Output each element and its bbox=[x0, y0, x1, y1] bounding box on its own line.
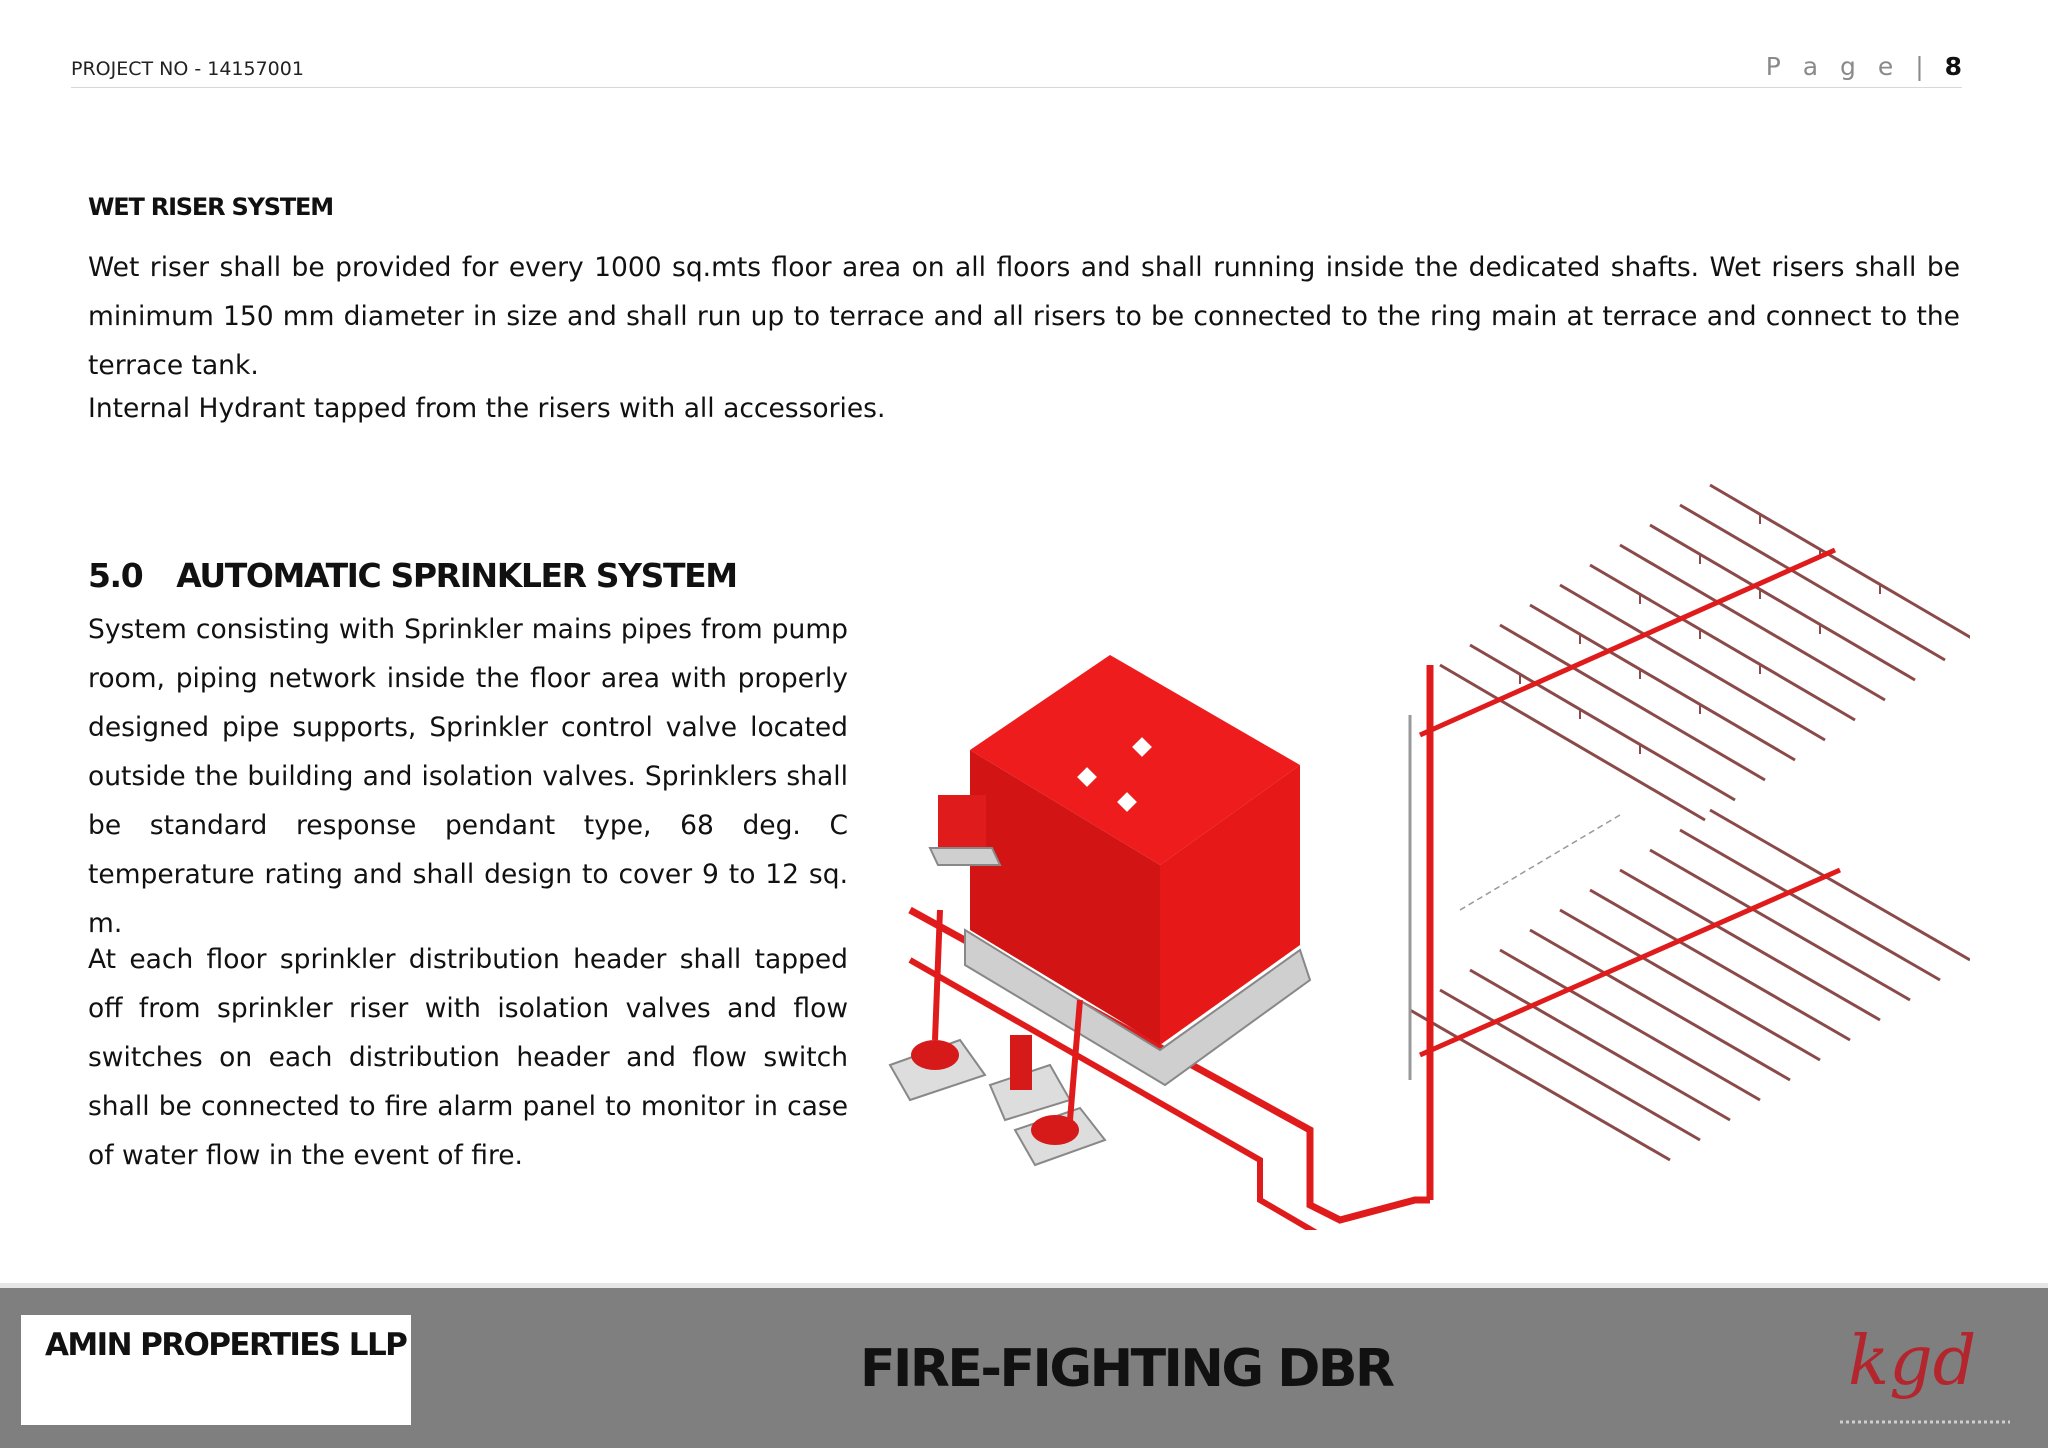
page-number: 8 bbox=[1944, 52, 1962, 81]
upper-branch-main bbox=[1420, 550, 1835, 735]
wet-riser-paragraph: Wet riser shall be provided for every 1000 sq.mts floor area on all floors and shall running inside the dedicated shafts. Wet risers shall be minimum 150 mm diameter in size and shall run up to terrace and all risers to be connected to the ring main at terrace and connect to the terrace tank. bbox=[88, 252, 1960, 381]
fire-sprinkler-system-diagram bbox=[880, 440, 1970, 1230]
distribution-header-paragraph: At each floor sprinkler distribution header shall tapped off from sprinkler riser with isolation valves and flow switches on each distribution header and flow switch shall be connected to fire alarm panel to monitor in case of water flow in the event of fire. bbox=[88, 944, 848, 1171]
dimension-line bbox=[1460, 815, 1620, 910]
project-number: PROJECT NO - 14157001 bbox=[71, 58, 304, 80]
internal-hydrant-paragraph: Internal Hydrant tapped from the risers with all accessories. bbox=[88, 393, 886, 424]
lower-branch-main bbox=[1420, 870, 1840, 1055]
svg-text:kgd: kgd bbox=[1848, 1322, 1977, 1401]
header-divider bbox=[71, 87, 1962, 88]
page-label: P a g e bbox=[1765, 52, 1901, 81]
company-name: AMIN PROPERTIES LLP bbox=[45, 1327, 407, 1363]
upper-sprinkler-grid bbox=[1440, 485, 1970, 820]
sprinkler-system-paragraph: System consisting with Sprinkler mains pipes from pump room, piping network inside the floor area with properly designed pipe supports, Sprinkler control valve located outside the building and isolation valves. Sprinklers shall be standard response pendant type, 68 deg. C temperature rating and shall design to cover 9 to 12 sq. m. bbox=[88, 614, 848, 939]
upper-sprinkler-heads bbox=[1520, 514, 1880, 754]
lower-sprinkler-grid bbox=[1410, 810, 1970, 1160]
section-number: 5.0 bbox=[88, 556, 143, 595]
wet-riser-heading: WET RISER SYSTEM bbox=[88, 193, 333, 221]
page-indicator bbox=[1766, 52, 1962, 81]
company-logo bbox=[1830, 1312, 2020, 1442]
section-title: AUTOMATIC SPRINKLER SYSTEM bbox=[176, 556, 737, 595]
document-title: FIRE-FIGHTING DBR bbox=[860, 1339, 1393, 1399]
section-heading bbox=[88, 556, 737, 595]
page-separator: | bbox=[1915, 52, 1924, 81]
